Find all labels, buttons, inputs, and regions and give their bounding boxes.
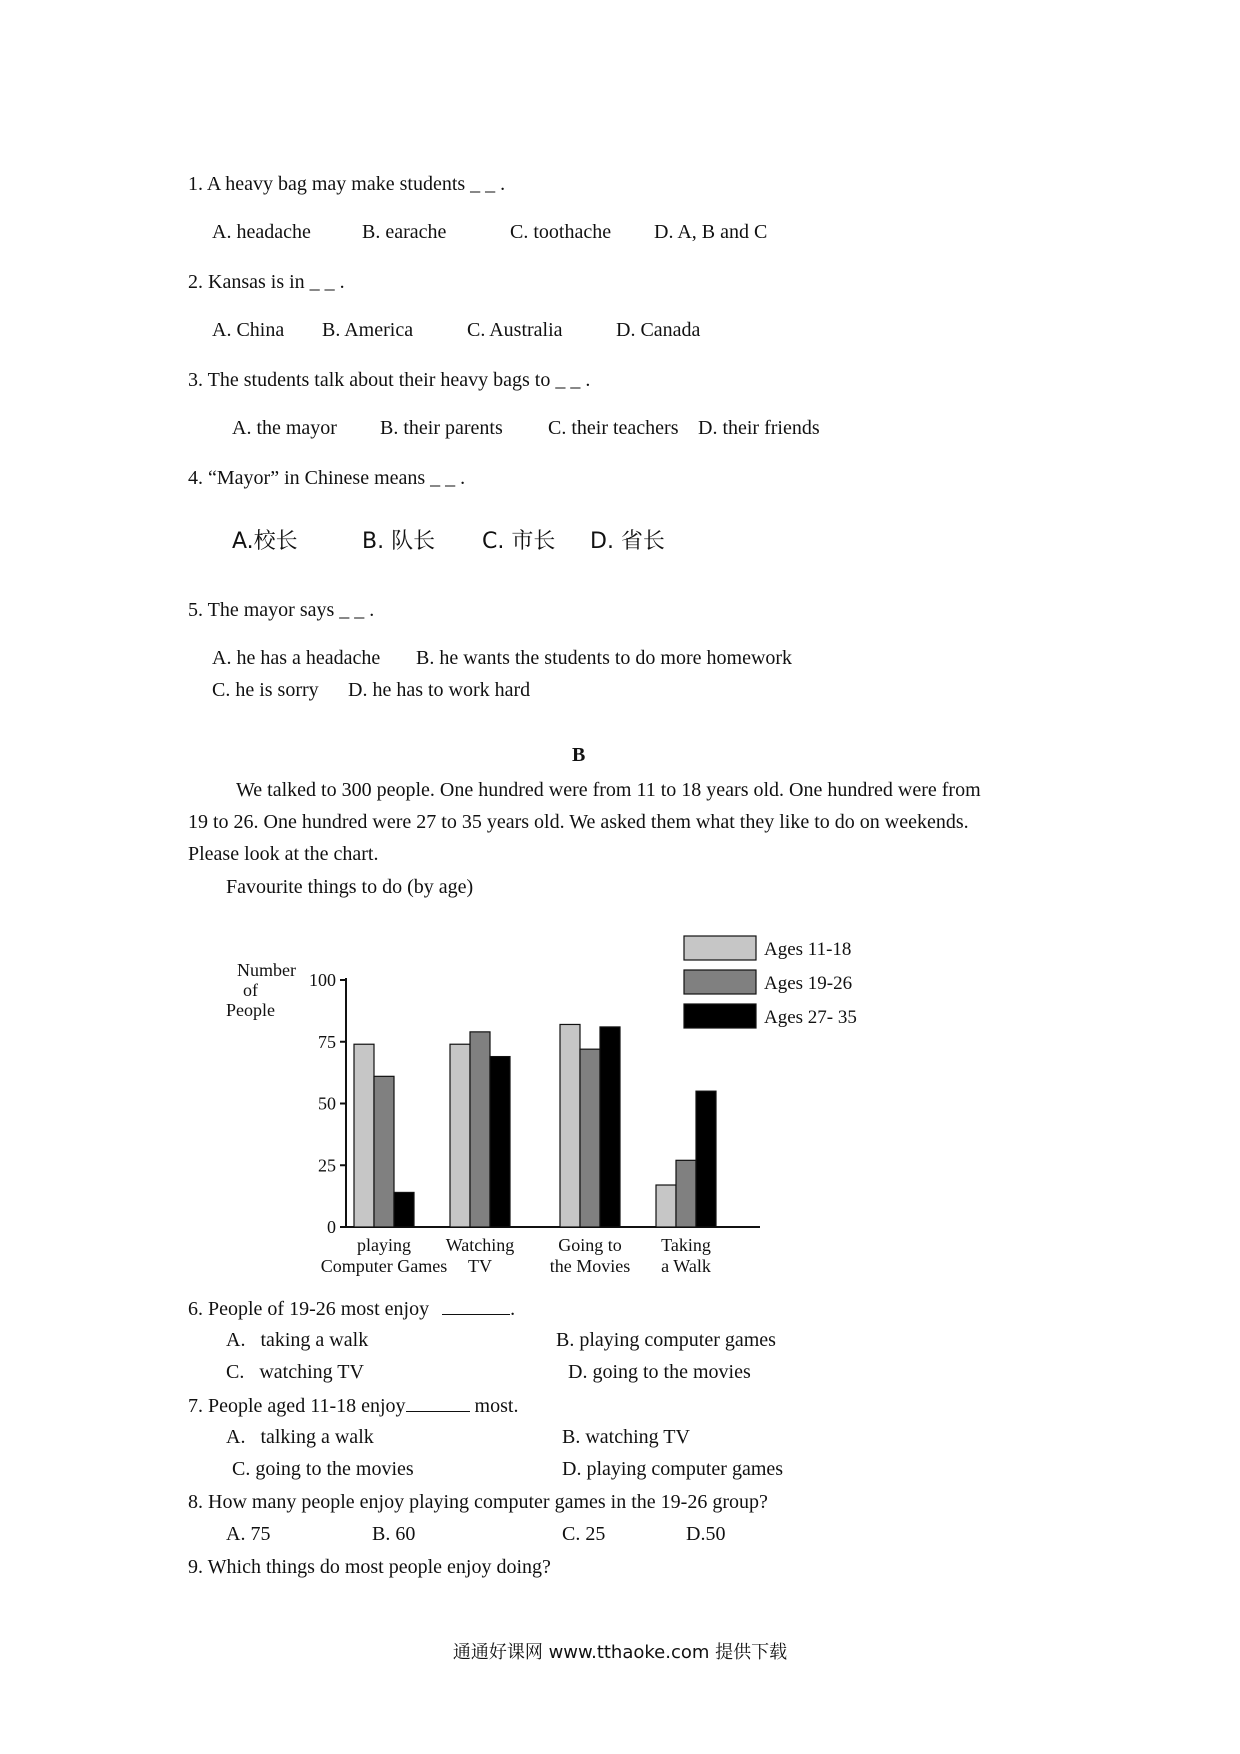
question-9-stem: 9. Which things do most people enjoy doing? [188,1556,551,1578]
question-1-stem: 1. A heavy bag may make students _ _ . [188,173,506,195]
question-6-stem [188,1296,515,1321]
legend-label: Ages 19-26 [764,973,853,994]
legend-swatch [684,970,756,994]
question-1-option-a: A. headache [212,221,311,243]
bar [696,1091,716,1227]
x-tick-label: the Movies [549,1256,631,1276]
question-4-option-d: D. 省长 [590,529,665,554]
y-tick-label: 50 [318,1093,336,1114]
question-1-option-c: C. toothache [510,221,612,243]
question-8-option-b: B. 60 [372,1523,416,1545]
legend-label: Ages 11-18 [764,939,852,960]
x-tick-label: Computer Games [320,1256,448,1276]
passage-line-3: Please look at the chart. [188,843,379,865]
question-3-stem: 3. The students talk about their heavy bags to _ _ . [188,369,591,391]
question-2-option-c: C. Australia [467,319,563,341]
question-8-option-c: C. 25 [562,1523,606,1545]
y-axis-label: Number [237,960,296,980]
question-3-option-c: C. their teachers [548,417,679,439]
y-tick-label: 0 [327,1217,336,1237]
question-1-option-d: D. A, B and C [654,221,768,243]
question-6-option-b: B. playing computer games [556,1329,776,1351]
bar [656,1185,676,1227]
question-3-option-a: A. the mayor [232,417,337,439]
bar [490,1057,510,1227]
question-6-stem-text: 6. People of 19-26 most enjoy [188,1298,430,1320]
question-1-option-b: B. earache [362,221,447,243]
question-3-option-b: B. their parents [380,417,503,439]
question-6-option-d: D. going to the movies [568,1361,751,1383]
question-2-stem: 2. Kansas is in _ _ . [188,271,345,293]
bar [354,1044,374,1227]
question-8-option-d: D.50 [686,1523,726,1545]
legend-label: Ages 27- 35 [764,1007,857,1028]
bar [374,1076,394,1227]
legend-swatch [684,1004,756,1028]
question-5-option-c: C. he is sorry [212,679,319,701]
question-4-option-a: A.校长 [232,529,298,554]
question-7-stem [188,1393,518,1418]
question-5-option-b: B. he wants the students to do more homework [416,647,793,669]
chart-caption: Favourite things to do (by age) [226,876,474,898]
bar [470,1032,490,1227]
x-tick-label: playing [357,1235,411,1255]
bar [600,1027,620,1227]
bar [394,1192,414,1227]
y-axis-label: of [243,980,258,1000]
period: . [510,1298,516,1320]
passage-line-1: We talked to 300 people. One hundred were from 11 to 18 years old. One hundred were from [236,779,981,801]
favourite-things-bar-chart [190,920,910,1280]
question-4-option-c: C. 市长 [482,529,556,554]
y-tick-label: 75 [318,1031,336,1052]
question-4-stem: 4. “Mayor” in Chinese means _ _ . [188,467,466,489]
x-tick-label: Watching [445,1235,515,1255]
answer-blank [442,1296,510,1315]
question-6-option-c: C. watching TV [226,1361,364,1383]
bar [450,1044,470,1227]
y-axis-label: People [226,1000,275,1020]
question-4-option-b: B. 队长 [362,529,436,554]
question-7-option-a: A. talking a walk [226,1426,374,1448]
question-6-option-a: A. taking a walk [226,1329,369,1351]
question-2-option-a: A. China [212,319,285,341]
x-tick-label: Taking [661,1235,711,1255]
answer-blank [406,1393,470,1412]
question-5-option-d: D. he has to work hard [348,679,531,701]
page-footer: 通通好课网 www.tthaoke.com 提供下载 [452,1642,788,1663]
bar [676,1160,696,1227]
question-8-option-a: A. 75 [226,1523,271,1545]
x-tick-label: TV [468,1256,492,1276]
question-5-option-a: A. he has a headache [212,647,381,669]
question-3-option-d: D. their friends [698,417,820,439]
question-8-stem: 8. How many people enjoy playing computer games in the 19-26 group? [188,1491,768,1513]
question-5-stem: 5. The mayor says _ _ . [188,599,375,621]
question-7-option-b: B. watching TV [562,1426,690,1448]
x-tick-label: Going to [558,1235,622,1255]
section-b-heading: B [572,744,586,766]
legend-swatch [684,936,756,960]
bar [560,1024,580,1227]
question-7-option-c: C. going to the movies [232,1458,414,1480]
question-7-stem-end: most. [469,1395,519,1417]
question-2-option-b: B. America [322,319,414,341]
question-2-option-d: D. Canada [616,319,701,341]
x-tick-label: a Walk [661,1256,711,1276]
passage-line-2: 19 to 26. One hundred were 27 to 35 years old. We asked them what they like to do on weekends. [188,811,969,833]
y-tick-label: 100 [309,970,336,990]
y-tick-label: 25 [318,1155,336,1176]
question-7-option-d: D. playing computer games [562,1458,784,1480]
bar [580,1049,600,1227]
question-7-stem-text: 7. People aged 11-18 enjoy [188,1395,406,1417]
